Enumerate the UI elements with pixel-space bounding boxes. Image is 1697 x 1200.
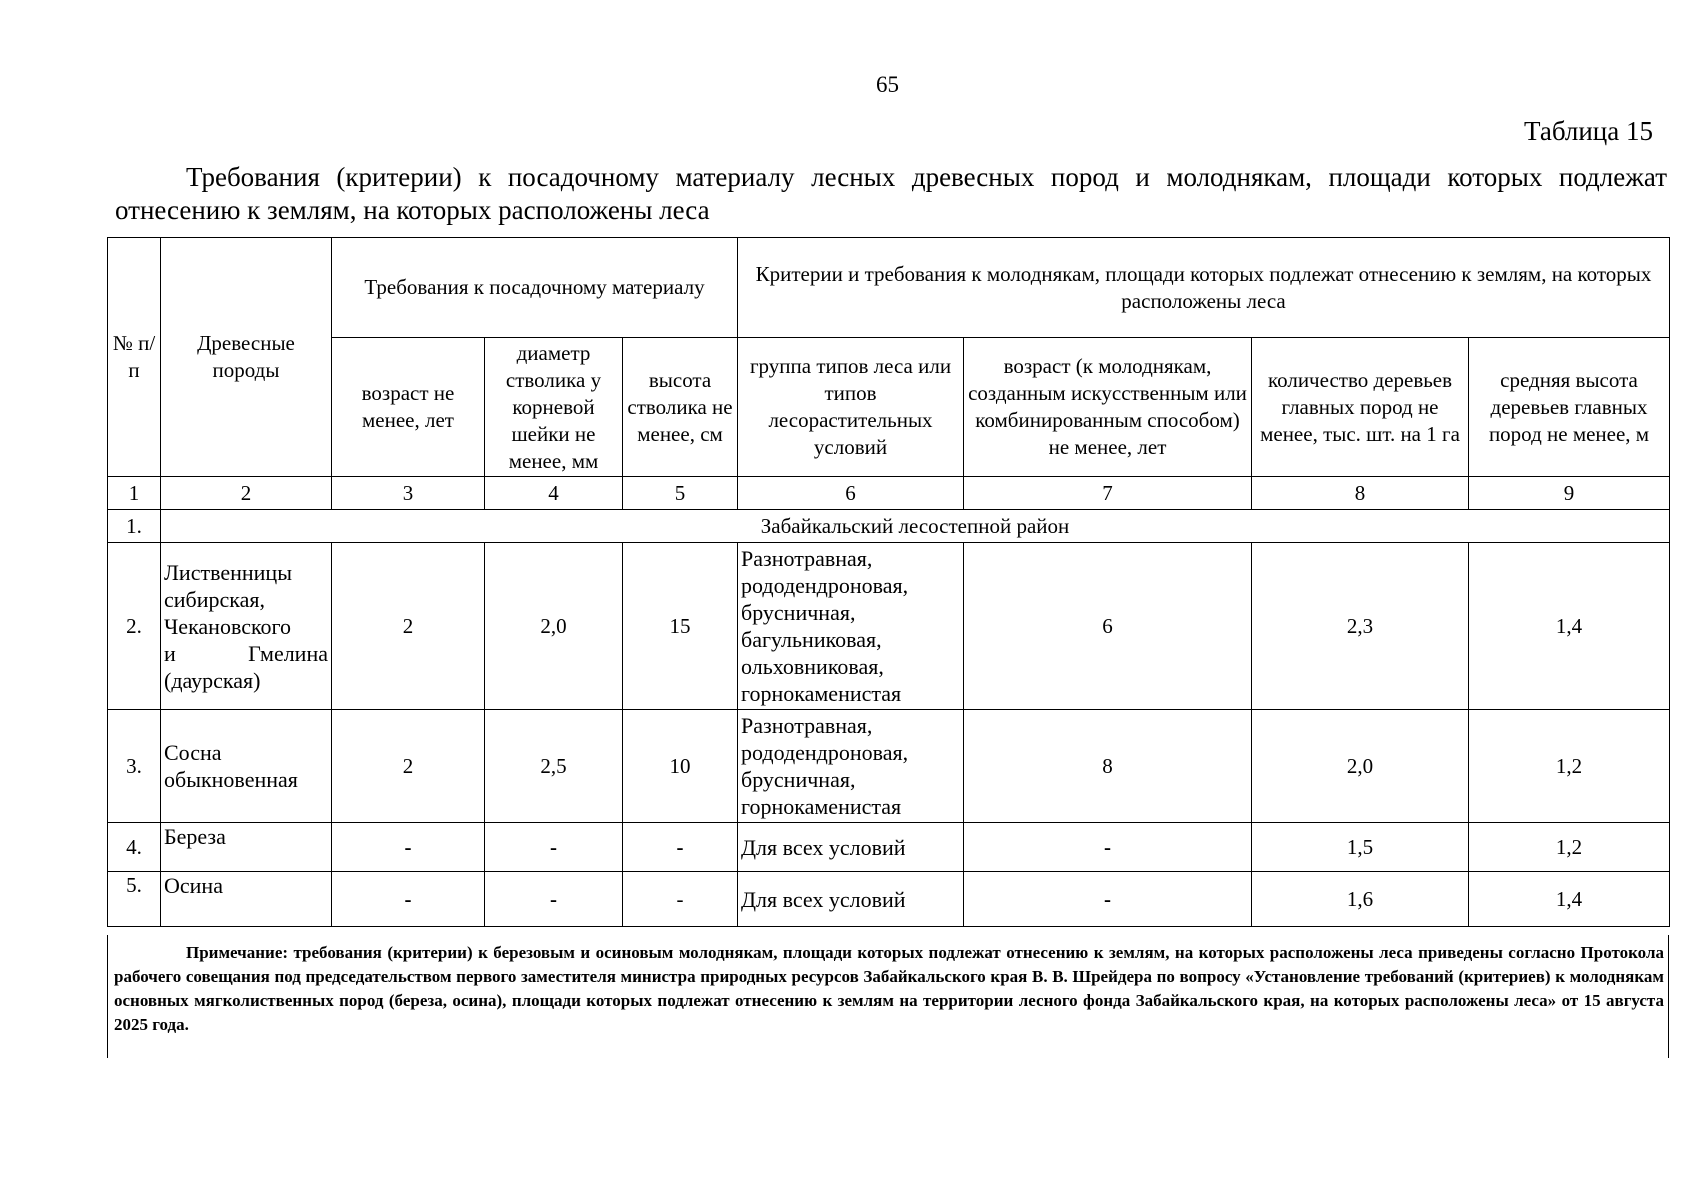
age-value: - (332, 823, 485, 872)
page-number: 65 (876, 72, 899, 97)
header-avg-height: средняя высота деревьев главных пород не менее, м (1469, 338, 1670, 477)
table-row (108, 823, 1670, 872)
forest-type-cell: Для всех условий (738, 823, 964, 872)
forest-type-line: брусничная, (741, 767, 856, 792)
species-word: Гмелина (248, 640, 328, 666)
row-number: 5. (108, 872, 161, 927)
species-line: сибирская, (164, 586, 266, 612)
header-tree-count: количество деревьев главных пород не менее, тыс. шт. на 1 га (1252, 338, 1469, 477)
header-young-age: возраст (к молоднякам, созданным искусственным или комбинированным способом) не менее, лет (964, 338, 1252, 477)
header-young-stands: Критерии и требования к молоднякам, площади которых подлежат отнесению к землям, на которых расположены леса (738, 238, 1670, 338)
forest-type-cell (738, 543, 964, 710)
height-value: - (623, 823, 738, 872)
column-number: 5 (623, 477, 738, 510)
species-line: Сосна (164, 740, 222, 765)
species-cell (161, 710, 332, 823)
requirements-table (107, 237, 1670, 927)
table-row (108, 872, 1670, 927)
forest-type-line: Разнотравная, (741, 713, 873, 738)
species-line (164, 640, 328, 667)
species-cell: Осина (161, 872, 332, 927)
header-forest-type: группа типов леса или типов лесорастительных условий (738, 338, 964, 477)
header-diameter: диаметр стволика у корневой шейки не менее, мм (485, 338, 623, 477)
section-row (108, 510, 1670, 543)
tree-count-value: 1,5 (1252, 823, 1469, 872)
forest-type-line: Разнотравная, (741, 546, 873, 571)
avg-height-value: 1,4 (1469, 543, 1670, 710)
forest-type-line: багульниковая, (741, 627, 882, 652)
note-block (107, 935, 1669, 1058)
species-cell (161, 543, 332, 710)
diameter-value: - (485, 872, 623, 927)
height-value: 10 (623, 710, 738, 823)
tree-count-value: 2,0 (1252, 710, 1469, 823)
avg-height-value: 1,2 (1469, 710, 1670, 823)
header-height: высота стволика не менее, см (623, 338, 738, 477)
young-age-value: 6 (964, 543, 1252, 710)
tree-count-value: 2,3 (1252, 543, 1469, 710)
table-row (108, 710, 1670, 823)
forest-type-cell (738, 710, 964, 823)
column-number-row (108, 477, 1670, 510)
note-text: Примечание: требования (критерии) к березовым и осиновым молоднякам, площади которых подлежат отнесению к землям, на которых расположены леса приведены согласно Протокола рабочего совещания под председательством первого заместителя министра природных ресурсов Забайкальского края В. В. Шрейдера по вопросу «Установление требований (критериев) к молоднякам основных мягколиственных пород (береза, осина), площади которых подлежат отнесению к землям на территории лесного фонда Забайкальского края, на которых расположены леса» от 15 августа 2025 года. (114, 943, 1664, 1034)
table-row (108, 543, 1670, 710)
header-age: возраст не менее, лет (332, 338, 485, 477)
column-number: 6 (738, 477, 964, 510)
forest-type-line: горнокаменистая (741, 681, 902, 706)
diameter-value: 2,5 (485, 710, 623, 823)
forest-type-line: рододендроновая, (741, 573, 909, 598)
species-line: Чекановского (164, 613, 292, 639)
diameter-value: - (485, 823, 623, 872)
header-species: Древесные породы (161, 238, 332, 477)
age-value: 2 (332, 543, 485, 710)
age-value: 2 (332, 710, 485, 823)
young-age-value: - (964, 823, 1252, 872)
species-line: Лиственницы (164, 559, 292, 585)
column-number: 7 (964, 477, 1252, 510)
header-number: № п/п (108, 238, 161, 477)
forest-type-line: горнокаменистая (741, 794, 902, 819)
forest-type-line: ольховниковая, (741, 654, 884, 679)
row-number: 2. (108, 543, 161, 710)
young-age-value: - (964, 872, 1252, 927)
species-line: (даурская) (164, 667, 261, 693)
section-number: 1. (108, 510, 161, 543)
column-number: 9 (1469, 477, 1670, 510)
diameter-value: 2,0 (485, 543, 623, 710)
young-age-value: 8 (964, 710, 1252, 823)
forest-type-line: брусничная, (741, 600, 856, 625)
header-planting-material: Требования к посадочному материалу (332, 238, 738, 338)
height-value: 15 (623, 543, 738, 710)
table-label: Таблица 15 (1524, 116, 1653, 146)
row-number: 3. (108, 710, 161, 823)
column-number: 3 (332, 477, 485, 510)
species-cell: Береза (161, 823, 332, 872)
age-value: - (332, 872, 485, 927)
section-label: Забайкальский лесостепной район (161, 510, 1670, 543)
height-value: - (623, 872, 738, 927)
document-title: Требования (критерии) к посадочному материалу лесных древесных пород и молоднякам, площади которых подлежат отнесению к землям, на которых расположены леса (115, 162, 1667, 225)
column-number: 4 (485, 477, 623, 510)
column-number: 8 (1252, 477, 1469, 510)
forest-type-cell: Для всех условий (738, 872, 964, 927)
species-word: и (164, 640, 176, 666)
column-number: 2 (161, 477, 332, 510)
row-number: 4. (108, 823, 161, 872)
avg-height-value: 1,2 (1469, 823, 1670, 872)
column-number: 1 (108, 477, 161, 510)
forest-type-line: рододендроновая, (741, 740, 909, 765)
species-line: обыкновенная (164, 767, 298, 792)
tree-count-value: 1,6 (1252, 872, 1469, 927)
avg-height-value: 1,4 (1469, 872, 1670, 927)
